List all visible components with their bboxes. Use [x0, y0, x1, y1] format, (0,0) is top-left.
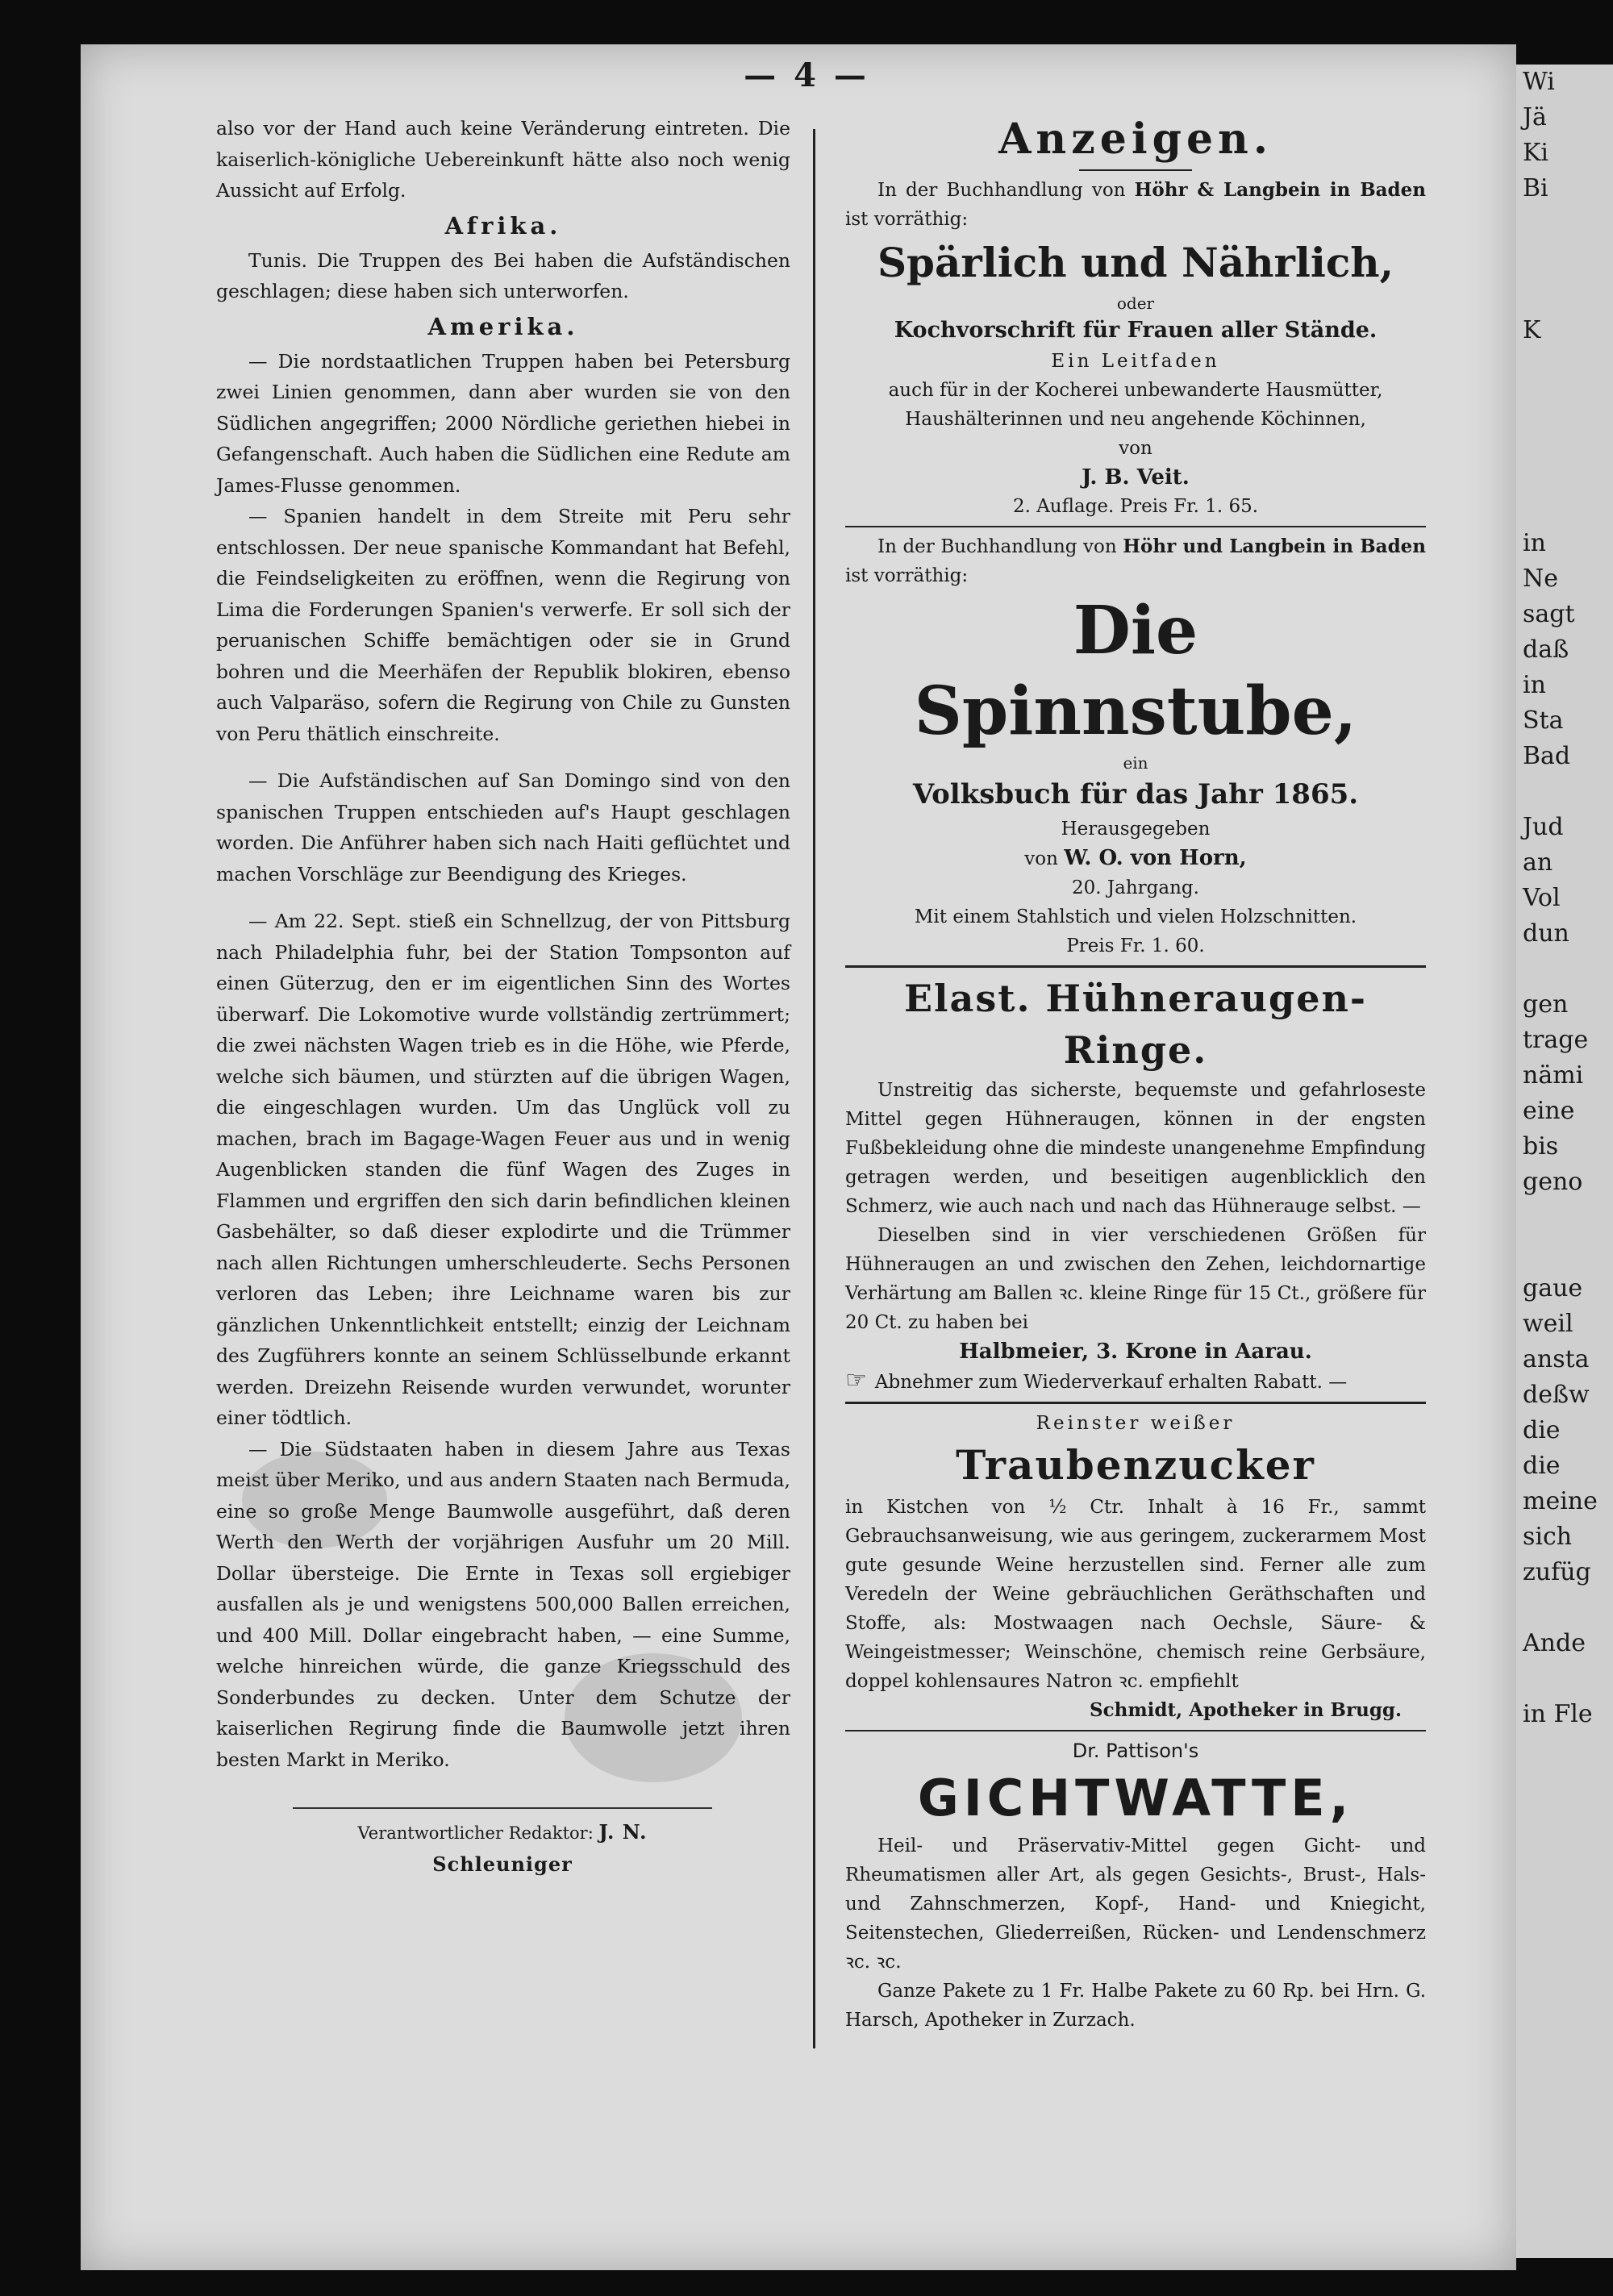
next-page-fragment: [1516, 490, 1613, 526]
next-page-fragment: gen: [1523, 990, 1569, 1019]
next-page-fragment: an: [1523, 848, 1553, 877]
next-page-fragment: deßw: [1523, 1381, 1590, 1409]
ad-title: Elast. Hühneraugen-Ringe.: [903, 977, 1368, 1072]
next-page-fragment: [1516, 1661, 1613, 1697]
pointing-hand-icon: ☞: [845, 1366, 867, 1394]
ad-gichtwatte: [845, 1736, 1426, 2035]
ad-subtitle: Volksbuch für das Jahr 1865.: [912, 778, 1359, 810]
section-heading-afrika: Afrika.: [444, 211, 562, 240]
next-page-fragment: [1516, 384, 1613, 419]
next-page-fragment: die: [1523, 1416, 1561, 1444]
next-page-fragment: Bad: [1523, 742, 1571, 770]
ad-leitfaden: Ein Leitfaden: [1051, 351, 1220, 372]
next-page-fragment: meine: [1523, 1487, 1598, 1515]
ad-resale-line: [845, 1366, 1426, 1397]
ad-von: von: [1024, 848, 1058, 869]
next-page-fragment: [1516, 1590, 1613, 1626]
intro-paragraph: also vor der Hand auch keine Veränderung eintreten. Die kaiserlich-königliche Uebereinkunft hätte also noch wenig Aussicht auf Erfolg.: [216, 117, 790, 202]
next-page-fragment: trage: [1523, 1026, 1589, 1054]
ad-subtitle: Kochvorschrift für Frauen aller Stände.: [894, 318, 1378, 343]
next-page-fragment: [1516, 206, 1613, 242]
ad-title: Spärlich und Nährlich,: [877, 239, 1394, 286]
ad-title: GICHTWATTE,: [917, 1769, 1354, 1827]
ad-spinnstube: [845, 532, 1426, 960]
ad-title: Die Spinnstube,: [914, 592, 1357, 750]
next-page-fragment: in Fle: [1523, 1700, 1593, 1728]
ad-author: W. O. von Horn,: [1064, 846, 1247, 870]
ad-text: Dieselben sind in vier verschiedenen Größen für Hühneraugen an und zwischen den Zehen, leichdornartige Verhärtung am Ballen ꝛc. kleine Ringe für 15 Ct., größere für 20 Ct. zu haben bei: [845, 1225, 1426, 1333]
next-page-fragment: Jud: [1523, 813, 1564, 841]
section-heading-amerika: Amerika.: [427, 312, 579, 340]
next-page-fragment: in: [1523, 671, 1546, 699]
heading-rule: [1079, 169, 1192, 171]
ad-huehneraugen: [845, 973, 1426, 1397]
ad-seller: Halbmeier, 3. Krone in Aarau.: [959, 1340, 1312, 1364]
next-page-fragment: sich: [1523, 1523, 1573, 1551]
news-paragraph-tunis: Tunis. Die Truppen des Bei haben die Aufständischen geschlagen; diese haben sich unterworfen.: [216, 248, 790, 302]
next-page-fragment: eine: [1523, 1097, 1575, 1125]
next-page-fragment: [1516, 419, 1613, 455]
ad-von: von: [1119, 438, 1152, 459]
ad-intro-text: In der Buchhandlung von: [877, 536, 1117, 557]
next-page-fragment: Ne: [1523, 565, 1559, 593]
next-page-fragment: K: [1523, 316, 1541, 344]
ads-heading: Anzeigen.: [998, 115, 1273, 164]
ad-bookshop: Höhr und Langbein in Baden: [1123, 535, 1427, 557]
next-page-fragment: dun: [1523, 919, 1569, 948]
editor-label: Verantwortlicher Redaktor:: [357, 1823, 594, 1843]
next-page-fragment: [1516, 348, 1613, 384]
next-page-fragment: die: [1523, 1452, 1561, 1480]
next-page-fragment: weil: [1523, 1310, 1573, 1338]
next-page-fragment: gaue: [1523, 1274, 1583, 1302]
ad-traubenzucker: [845, 1409, 1426, 1725]
ad-text: Heil- und Präservativ-Mittel gegen Gicht- und Rheumatismen aller Art, als gegen Gesichts-, Brust-, Hals- und Zahnschmerzen, Kopf-, Hand- und Kniegicht, Seitenstechen, Gliederreißen, Rücken- und Lendenschmerz ꝛc. ꝛc.: [845, 1836, 1426, 1973]
column-divider: [813, 129, 815, 2048]
news-paragraph-train-accident: — Am 22. Sept. stieß ein Schnellzug, der von Pittsburg nach Philadelphia fuhr, bei der Station Tompsonton auf einen Güterzug, den er im eigentlichen Sinn des Wortes überwarf. Die Lokomotive wurde vollständig zertrümmert; die zwei nächsten Wagen trieb es in die Höhe, wie Pferde, welche sich bäumen, und stürzten auf die übrigen Wagen, die eingeschlagen wurden. Um das Unglück voll zu machen, brach im Bagage-Wagen Feuer aus und in wenig Augenblicken standen die fünf Wagen des Zuges in Flammen und ergriffen den sich darin befindlichen kleinen Gasbehälter, so daß dieser explodirte und die Trümmer nach allen Richtungen umherschleuderte. Sechs Personen verloren das Leben; ihre Leichname waren bis zur gänzlichen Unkenntlichkeit entstellt; einzig der Leichnam des Zugführers konnte an seinem Schlüsselbunde erkannt werden. Dreizehn Reisende wurden verwundet, worunter einer tödtlich.: [216, 910, 790, 1429]
next-page-fragment: Vol: [1523, 884, 1561, 912]
next-page-fragment: [1516, 455, 1613, 490]
ad-intro-text: In der Buchhandlung von: [877, 180, 1126, 201]
ad-text: Unstreitig das sicherste, bequemste und gefahrloseste Mittel gegen Hühneraugen, können in der engsten Fußbekleidung ohne die mindeste unangenehme Empfindung getragen werden, und beseitigen augenblicklich den Schmerz, wie auch nach und nach das Hühnerauge selbst. —: [845, 1080, 1426, 1217]
ad-resale-text: Abnehmer zum Wiederverkauf erhalten Rabatt. —: [874, 1372, 1348, 1393]
ad-intro: [845, 532, 1426, 590]
next-page-fragment: zufüg: [1523, 1558, 1591, 1586]
next-page-fragment: Sta: [1523, 706, 1564, 735]
ad-seller: Schmidt, Apotheker in Brugg.: [1090, 1699, 1402, 1721]
ad-author-line: [845, 844, 1426, 873]
ad-herausgegeben: Herausgegeben: [1061, 819, 1211, 840]
news-paragraph-petersburg: — Die nordstaatlichen Truppen haben bei Petersburg zwei Linien genommen, dann aber wurden sie von den Südlichen angegriffen; 2000 Nördliche geriethen hiebei in Gefangenschaft. Auch haben die Südlichen eine Redute am James-Flusse genommen.: [216, 349, 790, 497]
next-page-fragment: [1516, 277, 1613, 313]
ad-edition-price: 2. Auflage. Preis Fr. 1. 65.: [1012, 496, 1259, 517]
next-page-fragment: daß: [1523, 635, 1569, 664]
news-column: [216, 113, 790, 1881]
ad-price-seller: Ganze Pakete zu 1 Fr. Halbe Pakete zu 60 Rp. bei Hrn. G. Harsch, Apotheker in Zurzach.: [845, 1981, 1426, 2031]
next-page-fragment: in: [1523, 529, 1546, 557]
next-page-fragment: bis: [1523, 1132, 1559, 1161]
ad-pretitle: Reinster weißer: [1036, 1413, 1236, 1434]
ad-intro-suffix: ist vorräthig:: [845, 209, 969, 230]
next-page-fragment: geno: [1523, 1168, 1583, 1196]
ad-intro: [845, 176, 1426, 234]
next-page-fragment: [1516, 1236, 1613, 1271]
next-page-fragment: sagt: [1523, 600, 1575, 628]
ad-jahrgang: 20. Jahrgang.: [1072, 877, 1199, 898]
next-page-fragment: Jä: [1523, 103, 1547, 131]
news-paragraph-cotton: — Die Südstaaten haben in diesem Jahre aus Texas meist über Meriko, und aus andern Staaten nach Bermuda, eine so große Menge Baumwolle ausgeführt, daß deren Werth den Werth der vorjährigen Ausfuhr um 20 Mill. Dollar übersteige. Die Ernte in Texas soll ergiebiger ausfallen als je und wenigstens 500,000 Ballen erreichen, und 400 Mill. Dollar eingebracht haben, — eine Summe, welche hinreichen würde, die ganze Kriegsschuld des Sonderbundes zu decken. Unter dem Schutze der kaiserlichen Regirung finde die Baumwolle jetzt ihren besten Markt in Meriko.: [216, 1437, 790, 1771]
advertisement-column: [845, 113, 1426, 2040]
ad-spaerlich: [845, 176, 1426, 521]
ad-text: in Kistchen von ½ Ctr. Inhalt à 16 Fr., sammt Gebrauchsanweisung, wie aus geringem, zuckerarmem Most gute gesunde Weine herzustellen sind. Ferner alle zum Veredeln der Weine gebräuchlichen Geräthschaften und Stoffe, als: Mostwaagen nach Oechsle, Säure- & Weingeistmesser; Weinschöne, chemisch reine Gerbsäure, doppel kohlensaures Natron ꝛc. empfiehlt: [845, 1497, 1426, 1692]
next-page-edge: [1516, 65, 1613, 2258]
next-page-fragment: Ki: [1523, 139, 1549, 167]
next-page-fragment: Ande: [1523, 1629, 1586, 1657]
next-page-fragment: Wi: [1523, 68, 1555, 96]
ad-author: J. B. Veit.: [1082, 465, 1190, 490]
news-paragraph-spanien-peru: — Spanien handelt in dem Streite mit Peru sehr entschlossen. Der neue spanische Kommandant hat Befehl, die Feindseligkeiten zu eröffnen, wenn die Regirung von Lima die Forderungen Spanien's verwerfe. Er soll sich der peruanischen Schiffe bemächtigen oder sie in Grund bohren und die Meerhäfen der Republik blokiren, ebenso auch Valparäso, sofern die Regirung von Chile zu Gunsten von Peru thätlich einschreite.: [216, 505, 790, 745]
next-page-fragment: Bi: [1523, 174, 1548, 202]
ad-price: Preis Fr. 1. 60.: [1066, 935, 1205, 956]
ad-intro-suffix: ist vorräthig:: [845, 565, 969, 586]
next-page-fragment: ansta: [1523, 1345, 1590, 1373]
next-page-fragment: [1516, 1200, 1613, 1236]
editor-name: J. N. Schleuniger: [432, 1820, 648, 1876]
ad-title: Traubenzucker: [956, 1441, 1315, 1489]
news-paragraph-san-domingo: — Die Aufständischen auf San Domingo sind von den spanischen Truppen entschieden auf's Haupt geschlagen worden. Die Anführer haben sich nach Haiti geflüchtet und machen Vorschläge zur Beendigung des Krieges.: [216, 769, 790, 885]
ad-pretitle: Dr. Pattison's: [1072, 1740, 1199, 1762]
next-page-fragment: nämi: [1523, 1061, 1584, 1090]
ad-bookshop: Höhr & Langbein in Baden: [1134, 179, 1426, 201]
ad-description: auch für in der Kocherei unbewanderte Hausmütter, Haushälterinnen und neu angehende Köchinnen,: [888, 380, 1383, 430]
page-number: — 4 —: [744, 56, 869, 94]
next-page-fragment: [1516, 774, 1613, 810]
paper-stain: [242, 1452, 387, 1548]
ad-oder: oder: [1116, 294, 1155, 313]
paper-stain: [565, 1653, 742, 1782]
next-page-fragment: [1516, 952, 1613, 987]
editor-line: [293, 1807, 712, 1881]
ad-extras: Mit einem Stahlstich und vielen Holzschnitten.: [914, 906, 1357, 927]
next-page-fragment: [1516, 242, 1613, 277]
ad-ein: ein: [1123, 753, 1148, 773]
